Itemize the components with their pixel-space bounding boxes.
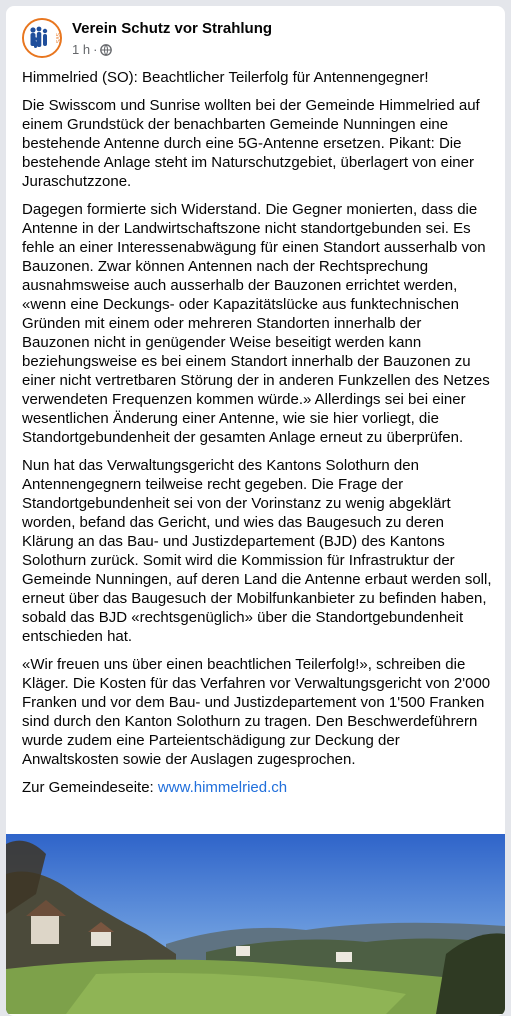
post-photo[interactable] bbox=[6, 834, 505, 1014]
post-time[interactable]: 1 h bbox=[72, 42, 91, 57]
post-meta bbox=[72, 42, 112, 57]
post-paragraph: Die Swisscom und Sunrise wollten bei der Gemeinde Himmelried auf einem Grundstück der benachbarten Gemeinde Nunningen eine bestehende Antenne durch eine 5G-Antenne ersetzen. Pikant: Die bestehende Anlage steht im Naturschutzgebiet, überlagert von einer Juraschutzzone. bbox=[22, 97, 480, 190]
meta-separator: · bbox=[93, 42, 98, 57]
himmelried-link[interactable]: www.himmelried.ch bbox=[157, 779, 288, 796]
post-text bbox=[22, 68, 492, 806]
page-avatar[interactable] bbox=[22, 18, 62, 58]
globe-icon[interactable] bbox=[100, 44, 112, 56]
post-paragraph: «Wir freuen uns über einen beachtlichen Teilerfolg!», schreiben die Kläger. Die Kosten für das Verfahren vor Verwaltungsgericht von 2'000 Franken und vor dem Bau- und Justizdepartement von 1'500 Franken sind durch den Kanton Solothurn zu tragen. Den Beschwerdeführern wurde zudem eine Parteientschädigung zur Deckung der Anwaltskosten sowie der Auslagen zugesprochen. bbox=[22, 656, 491, 768]
link-line bbox=[22, 778, 492, 797]
post-paragraph: Nun hat das Verwaltungsgericht des Kantons Solothurn den Antennengegnern teilweise recht gegeben. Die Frage der Standortgebundenheit sei von der Vorinstanz zu wenig abgeklärt worden, befand das Gericht, und wies das Baugesuch zu deren Klärung an das Bau- und Justizdepartement (BJD) des Kantons Solothurn zurück. Somit wird die Kommission für Infrastruktur der Gemeinde Nunningen, auf deren Land die Antenne erbaut werden soll, erneut über das Baugesuch der Mobilfunkanbieter zu befinden haben, sobald das BJD «rechtsgenüglich» über die Standortgebundenheit entschieden hat. bbox=[22, 457, 492, 645]
svg-text:SVS: SVS bbox=[54, 32, 60, 44]
landscape-image bbox=[6, 834, 505, 1014]
page-name[interactable]: Verein Schutz vor Strahlung bbox=[72, 20, 273, 37]
post-header bbox=[22, 18, 482, 62]
svs-logo bbox=[24, 20, 60, 56]
post-title: Himmelried (SO): Beachtlicher Teilerfolg für Antennengegner! bbox=[22, 69, 429, 86]
link-prefix: Zur Gemeindeseite: bbox=[22, 779, 158, 796]
post-card bbox=[6, 6, 505, 1016]
post-paragraph: Dagegen formierte sich Widerstand. Die Gegner monierten, dass die Antenne in der Landwirtschaftszone nicht standortgebunden sei. Es fehle an einer Interessenabwägung für einen Standort ausserhalb von Bauzonen. Zwar können Antennen nach der Rechtsprechung ausnahmsweise auch ausserhalb der Bauzonen errichtet werden, «wenn eine Deckungs- oder Kapazitätslücke aus funktechnischen Gründen mit einem oder mehreren Standorten innerhalb der Bauzonen nicht in genügender Weise beseitigt werden kann beziehungsweise es bei einem Standort innerhalb der Bauzonen zu einer nicht vertretbaren Störung der in anderen Funkzellen des Netzes verwendeten Frequenzen kommen würde.» Allerdings sei bei einer wesentlichen Änderung einer Antenne, wie sie hier vorliegt, die Standortgebundenheit der gesamten Anlage erneut zu überprüfen. bbox=[22, 201, 490, 446]
